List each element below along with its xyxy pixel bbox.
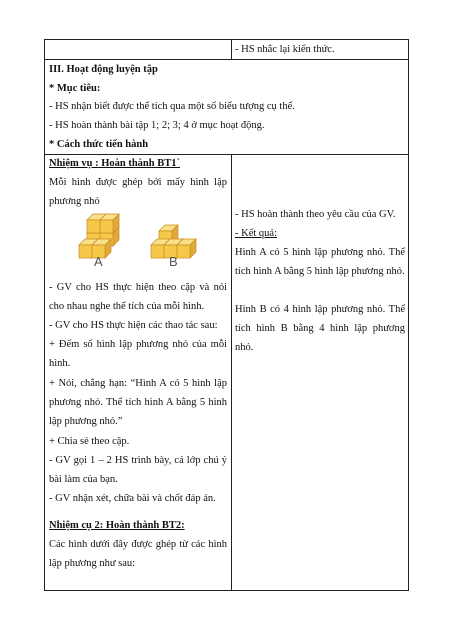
section-title: III. Hoạt động luyện tập — [49, 64, 158, 75]
teacher-step-1: - GV cho HS thực hiện theo cặp và nói cho nhau nghe thể tích của mỗi hình. — [49, 282, 227, 313]
result-a: Hình A có 5 hình lập phương nhỏ. Thể tích hình A bằng 5 hình lập phương nhỏ. — [235, 247, 405, 278]
teacher-step-2: - GV cho HS thực hiện các thao tác sau: — [49, 320, 218, 331]
teacher-step-4: + Nói, chẳng hạn: “Hình A có 5 hình lập phương nhỏ. Thể tích hình A bằng 5 hình lập phương nhỏ.” — [49, 378, 227, 428]
result-b: Hình B có 4 hình lập phương nhỏ. Thể tích hình B bằng 4 hình lập phương nhỏ. — [235, 304, 405, 354]
top-row-text: - HS nhắc lại kiến thức. — [235, 44, 335, 55]
objective-2: - HS hoàn thành bài tập 1; 2; 3; 4 ở mục hoạt động. — [49, 120, 265, 131]
task1-prompt: Mỗi hình được ghép bởi mấy hình lập phương nhỏ — [49, 177, 227, 208]
teacher-step-3: + Đếm số hình lập phương nhỏ của mỗi hình. — [49, 339, 227, 370]
column-divider — [231, 40, 232, 59]
lesson-table — [44, 39, 409, 591]
objective-heading: * Mục tiêu: — [49, 83, 101, 94]
teacher-step-6: - GV gọi 1 – 2 HS trình bày, cả lớp chú ý bài làm của bạn. — [49, 455, 227, 486]
figure-b-label: B — [169, 254, 178, 269]
objective-1: - HS nhận biết được thể tích qua một số biểu tượng cụ thể. — [49, 101, 295, 112]
teacher-step-5: + Chia sẻ theo cặp. — [49, 436, 130, 447]
result-heading: - Kết quả: — [235, 228, 277, 239]
student-line-1: - HS hoàn thành theo yêu cầu của GV. — [235, 209, 396, 220]
teacher-step-7: - GV nhận xét, chữa bài và chốt đáp án. — [49, 493, 216, 504]
column-divider — [231, 154, 232, 590]
cube — [100, 214, 119, 233]
task2-prompt: Các hình dưới đây được ghép từ các hình lập phương như sau: — [49, 539, 227, 570]
task1-title: Nhiệm vụ : Hoàn thành BT1` — [49, 158, 180, 169]
figure-a-label: A — [94, 254, 103, 269]
cube — [177, 239, 196, 258]
task2-title: Nhiệm cụ 2: Hoàn thành BT2: — [49, 520, 185, 531]
method-heading: * Cách thức tiến hành — [49, 139, 149, 150]
